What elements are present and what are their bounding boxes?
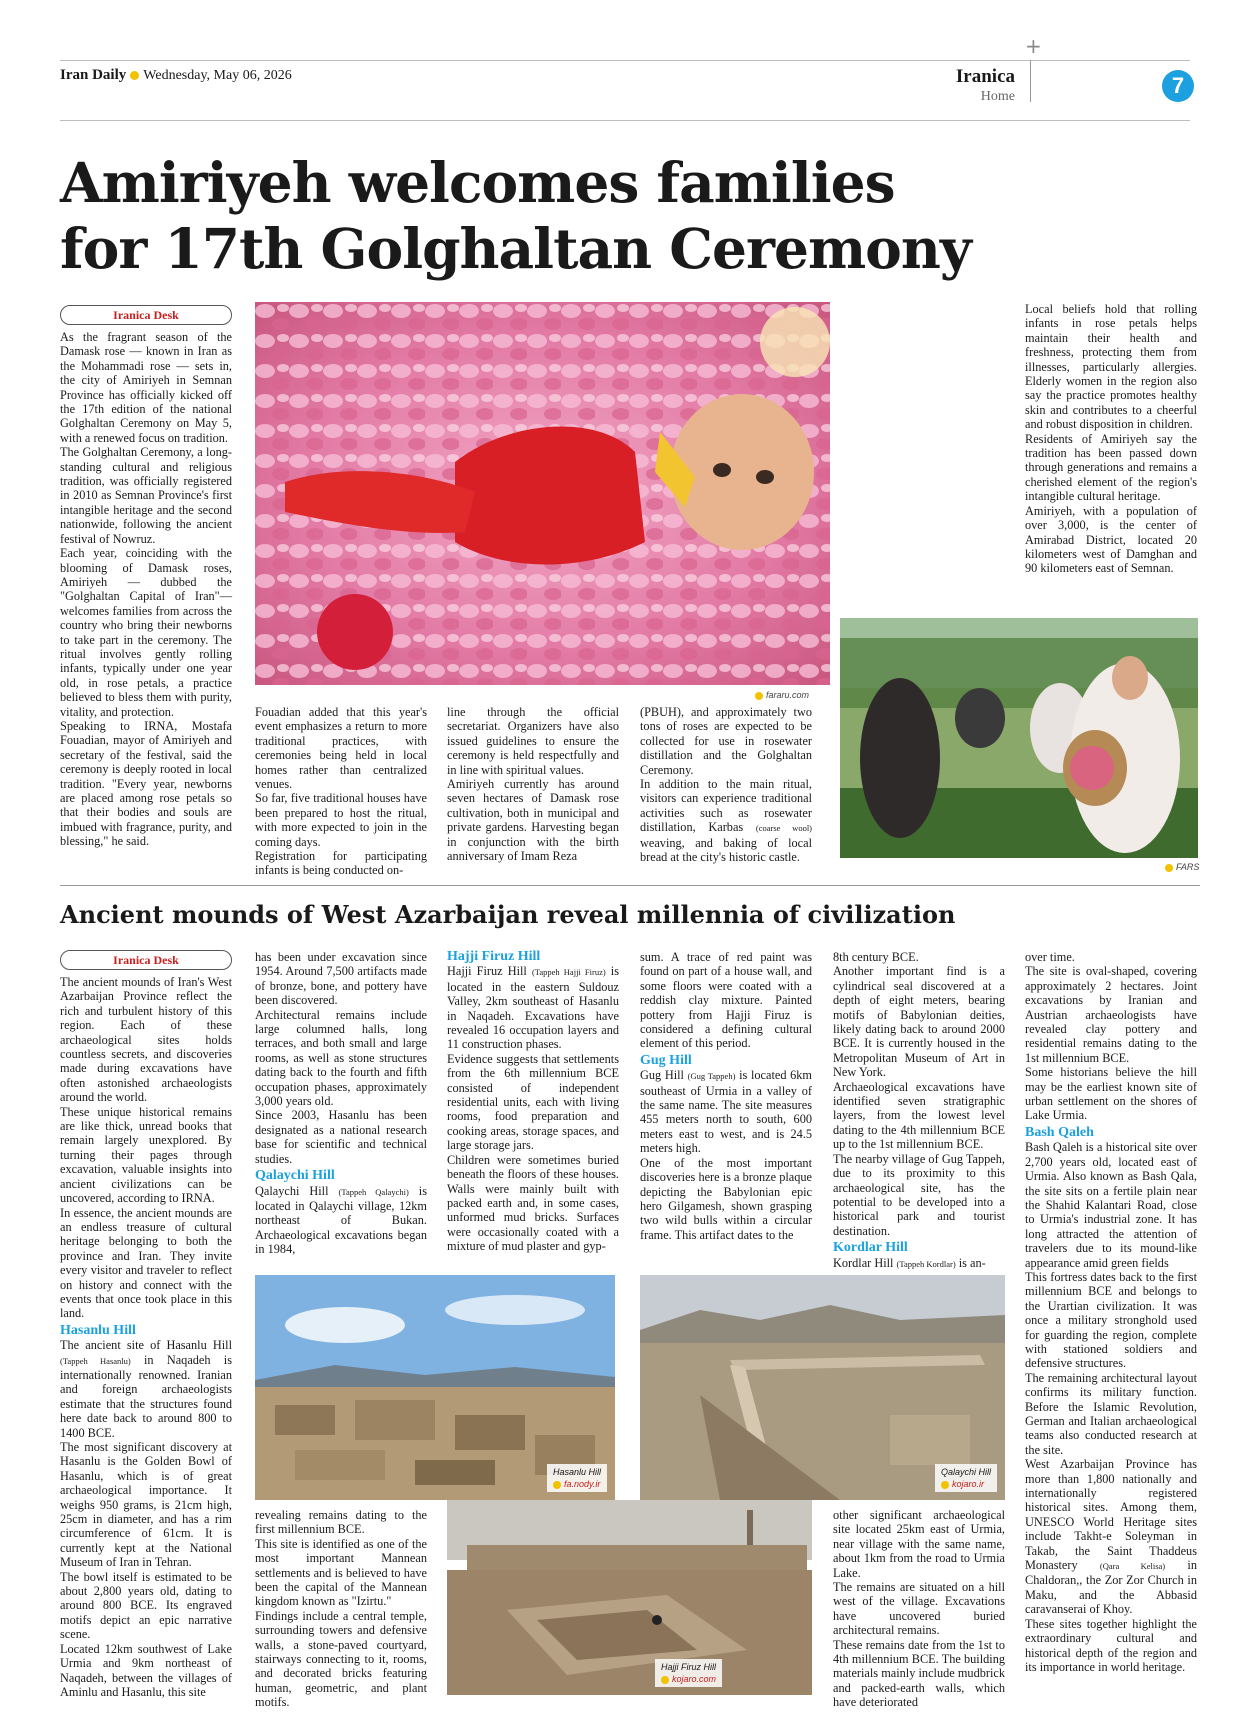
- caption-source: kojaro.ir: [951, 1479, 984, 1489]
- photo-caption-hasanlu: [547, 1464, 607, 1492]
- caption-source: fa.nody.ir: [563, 1479, 601, 1489]
- article1-column-3: [447, 705, 619, 863]
- credit-dot-icon: [553, 1481, 561, 1489]
- paragraph: Another important find is a cylindrical seal discovered at a depth of eight meters, bearing motifs of Babylonian deities, likely dating back to around 2000 BCE. It is currently housed in the Metropolitan Museum of Art in New York.: [833, 964, 1005, 1080]
- top-rule: [60, 60, 1190, 61]
- headline-line-2: for 17th Golghaltan Ceremony: [60, 216, 971, 281]
- paragraph: revealing remains dating to the first millennium BCE.: [255, 1508, 427, 1537]
- paragraph: Residents of Amiriyeh say the tradition has been passed down through generations and remains a cherished element of the region's intangible cultural heritage.: [1025, 431, 1197, 504]
- paragraph: Speaking to IRNA, Mostafa Fouadian, mayor of Amiriyeh and secretary of the festival, said the ceremony is deeply rooted in local tradition. "Every year, newborns are placed among rose petals so that their bodies and souls are imbued with fragrance, purity, and blessing," he said.: [60, 718, 232, 849]
- header-divider: [1030, 60, 1031, 102]
- credit-text: FARS: [1176, 862, 1200, 872]
- paragraph: Archaeological excavations have identified seven stratigraphic layers, from the lowest level dating to the 4th millennium BCE up to the 1st millennium BCE.: [833, 1079, 1005, 1152]
- bullet-dot-icon: [130, 71, 139, 80]
- article2-column-2: [255, 950, 427, 1257]
- paragraph: This site is identified as one of the most important Mannean settlements and is believed to have been the capital of the Mannean kingdom known as "Izirtu.": [255, 1536, 427, 1609]
- photo1-credit: [755, 690, 809, 700]
- section-label: [956, 66, 1015, 105]
- caption-place: Qalaychi Hill: [940, 1467, 991, 1477]
- article2-headline: Ancient mounds of West Azarbaijan reveal millennia of civilization: [60, 900, 956, 929]
- paragraph: These sites together highlight the extraordinary cultural and historical depth of the region and its importance in world heritage.: [1025, 1616, 1197, 1674]
- paragraph: [1025, 1457, 1197, 1616]
- paragraph: [255, 1184, 427, 1257]
- issue-date: Wednesday, May 06, 2026: [143, 68, 292, 83]
- article1-column-1: [60, 330, 232, 849]
- paragraph: [640, 777, 812, 864]
- caption-place: Hasanlu Hill: [552, 1467, 601, 1477]
- paragraph: The site is oval-shaped, covering approximately 2 hectares. Joint excavations by Iranian and Austrian archaeologists have revealed clay pottery and residential remains dating to the 1st millennium BCE.: [1025, 964, 1197, 1065]
- paragraph: As the fragrant season of the Damask rose — known in Iran as the Mohammadi rose — sets in, the city of Amiriyeh in Semnan Province has officially kicked off the 17th edition of the national Golghaltan Ceremony on May 5, with a renewed focus on tradition.: [60, 330, 232, 445]
- paragraph: One of the most important discoveries here is a bronze plaque depicting the Babylonian epic hero Gilgamesh, shown grasping two wild bulls within a circular frame. This artifact dates to the: [640, 1155, 812, 1242]
- photo-qalaychi-hill: [640, 1275, 1005, 1500]
- article2-desk-badge: Iranica Desk: [60, 950, 232, 970]
- photo2-credit: [1165, 862, 1199, 872]
- article2-column-5-bottom: [833, 1508, 1005, 1710]
- gloss: (Tappeh Kordlar): [896, 1258, 956, 1269]
- article2-column-6: [1025, 950, 1197, 1674]
- credit-text: fararu.com: [766, 690, 810, 700]
- paragraph: Amiriyeh currently has around seven hectares of Damask rose cultivation, both in municipal and private gardens. Harvesting began in conjunction with the birth anniversary of Imam Reza: [447, 777, 619, 864]
- paragraph: has been under excavation since 1954. Around 7,500 artifacts made of bronze, bone, and pottery have been discovered.: [255, 950, 427, 1008]
- photo-hasanlu-hill: [255, 1275, 615, 1500]
- headline-line-1: Amiriyeh welcomes families: [60, 150, 895, 215]
- paragraph: The Golghaltan Ceremony, a long-standing cultural and religious tradition, was officially registered in 2010 as Semnan Province's first intangible heritage and the second nationwide, following the ancient festival of Nowruz.: [60, 445, 232, 546]
- plus-icon: +: [1025, 34, 1042, 58]
- article2-column-3: [447, 950, 619, 1254]
- text: weaving, and baking of local bread at the city's historic castle.: [640, 835, 812, 865]
- photo-caption-qalaychi: [935, 1464, 997, 1492]
- subhead-qalaychi: Qalaychi Hill: [255, 1168, 335, 1184]
- header-bottom-rule: [60, 120, 1190, 121]
- gloss: (Tappeh Hasanlu): [60, 1355, 131, 1366]
- subhead-hajji-firuz: Hajji Firuz Hill: [447, 949, 541, 964]
- paragraph: Evidence suggests that settlements from the 6th millennium BCE consisted of independent residential units, each with living rooms, food preparation and cooking areas, storage spaces, and large storage jars.: [447, 1051, 619, 1153]
- paragraph: The nearby village of Gug Tappeh, due to its proximity to this archaeological site, has the potential to be developed into a historical park and tourist destination.: [833, 1151, 1005, 1238]
- paragraph: Children were sometimes buried beneath the floors of these houses. Walls were mainly built with packed earth and, in some cases, unformed mud bricks. Surfaces were occasionally coated with a mixture of mud plaster and gyp-: [447, 1152, 619, 1254]
- paragraph: The bowl itself is estimated to be about 2,800 years old, dating to around 800 BCE. Its engraved motifs depict an epic narrative scene.: [60, 1569, 232, 1642]
- paragraph: [833, 1256, 1005, 1271]
- gloss: (Gug Tappeh): [687, 1071, 736, 1082]
- paragraph: This fortress dates back to the first millennium BCE and belongs to the Urartian civilization. It was once a military stronghold used for guarding the region, complete with stationed soldiers and defensive structures.: [1025, 1269, 1197, 1371]
- brand-name: Iran Daily: [60, 67, 127, 83]
- paragraph: The most significant discovery at Hasanlu is the Golden Bowl of Hasanlu, which is of great archaeological importance. It weighs 950 grams, is 21cm high, 25cm in diameter, and has a rim circumference of 61cm. It is currently kept at the National Museum of Iran in Tehran.: [60, 1440, 232, 1570]
- subhead-bash-qaleh: Bash Qaleh: [1025, 1124, 1094, 1140]
- article-separator: [60, 885, 1200, 886]
- paragraph: Bash Qaleh is a historical site over 2,700 years old, located east of Urmia. Also known as Bash Qala, the site sits on a fertile plain near the Shahid Kalantari Road, close to Urmia's industrial zone. It has long attracted the attention of travelers due to its mound-like appearance amid green fields: [1025, 1140, 1197, 1270]
- subhead-hasanlu: Hasanlu Hill: [60, 1322, 136, 1338]
- paragraph: 8th century BCE.: [833, 950, 919, 964]
- paragraph: Fouadian added that this year's event emphasizes a return to more traditional practices, with ceremonies being held in local homes rather than centralized venues.: [255, 705, 427, 792]
- paragraph: In essence, the ancient mounds are an endless treasure of cultural heritage belonging to both the province and Iran. They invite every visitor and traveler to reflect on history and connect with the events that once took place in this land.: [60, 1205, 232, 1321]
- paragraph: The remains are situated on a hill west of the village. Excavations have uncovered buried architectural remains.: [833, 1580, 1005, 1638]
- credit-dot-icon: [1165, 864, 1173, 872]
- text: in Chaldoran,, the Zor Zor Church in Maku, and the Abbasid caravanserai of Khoy.: [1025, 1558, 1197, 1617]
- text: Kordlar Hill: [833, 1255, 894, 1270]
- caption-place: Hajji Firuz Hill: [660, 1662, 716, 1672]
- text: West Azarbaijan Province has more than 1,800 nationally and internationally registered historical sites. Among them, UNESCO World Heritage sites include Takht-e Soleyman in Takab, the Saint Thaddeus Monastery: [1025, 1457, 1197, 1573]
- paragraph: The ancient mounds of Iran's West Azarbaijan Province reflect the rich and turbulent history of this region. Each of these archaeological sites holds countless secrets, and discoveries made during excavations have often astonished archaeologists around the world.: [60, 975, 232, 1105]
- caption-source: kojaro.com: [671, 1674, 716, 1684]
- gloss: (coarse wool): [755, 823, 813, 834]
- subhead-gug: Gug Hill: [640, 1052, 692, 1068]
- credit-dot-icon: [661, 1676, 669, 1684]
- article1-column-4: [640, 705, 812, 864]
- paragraph: Registration for participating infants is being conducted on-: [255, 849, 427, 878]
- text: in Naqadeh is internationally renowned. Iranian and foreign archaeologists estimate that the structures found here date back to around 800 to 1400 BCE.: [60, 1352, 232, 1440]
- paragraph: These remains date from the 1st to 4th millennium BCE. The building materials mainly include mudbrick and packed-earth walls, which have deteriorated: [833, 1637, 1005, 1710]
- masthead: [60, 67, 292, 84]
- article1-headline: [60, 150, 1020, 282]
- credit-dot-icon: [941, 1481, 949, 1489]
- article1-column-2: [255, 705, 427, 878]
- paragraph: Architectural remains include large columned halls, long terraces, and both small and large rooms, as well as stone structures dating back to the fourth and fifth occupation phases, approximately 3,000 years old.: [255, 1007, 427, 1109]
- paragraph: other significant archaeological site located 25km east of Urmia, near village with the same name, about 1km from the road to Urmia Lake.: [833, 1508, 1005, 1580]
- photo-baby-in-rose-petals: [255, 302, 830, 685]
- photo-caption-hajji-firuz: [655, 1659, 722, 1687]
- paragraph: Since 2003, Hasanlu has been designated as a national research base for scientific and technical studies.: [255, 1108, 427, 1166]
- text: Qalaychi Hill: [255, 1183, 329, 1198]
- paragraph: Local beliefs hold that rolling infants in rose petals helps maintain their health and freshness, protecting them from illnesses, particularly allergies. Elderly women in the region also say the practice promotes healthy skin and contributes to a cheerful and robust disposition in children.: [1025, 302, 1197, 432]
- subsection-name[interactable]: Home: [980, 89, 1015, 104]
- paragraph: The remaining architectural layout confirms its military function. Before the Islamic Revolution, German and Italian archaeological teams also conducted research at the site.: [1025, 1370, 1197, 1457]
- text: is located 6km southeast of Urmia in a valley of the same name. The site measures 455 meters north to south, 600 meters east to west, and is 24.5 meters high.: [640, 1068, 812, 1156]
- paragraph: So far, five traditional houses have been prepared to host the ritual, with more expected to join in the coming days.: [255, 791, 427, 849]
- paragraph: [447, 964, 619, 1051]
- text: Hajji Firuz Hill: [447, 964, 527, 979]
- photo-women-ceremony: [840, 618, 1198, 858]
- paragraph: line through the official secretariat. Organizers have also issued guidelines to ensure the ceremony is held respectfully and in line with spiritual values.: [447, 705, 619, 777]
- gloss: (Tappeh Qalaychi): [338, 1186, 409, 1197]
- text: The ancient site of Hasanlu Hill: [60, 1338, 232, 1353]
- text: is located in Qalaychi village, 12km northeast of Bukan. Archaeological excavations began in 1984,: [255, 1183, 427, 1257]
- paragraph: sum. A trace of red paint was found on part of a house wall, and some floors were coated with a reddish clay mixture. Painted pottery from Hajji Firuz is considered a defining cultural element of this period.: [640, 950, 812, 1051]
- paragraph: These unique historical remains are like thick, unread books that remain largely unexplored. By turning their pages through excavation, valuable insights into ancient civilizations can be uncovered, according to IRNA.: [60, 1104, 232, 1206]
- article2-column-2-bottom: [255, 1508, 427, 1710]
- paragraph: (PBUH), and approximately two tons of roses are expected to be collected for use in rosewater distillation and the Golghaltan Ceremony.: [640, 705, 812, 777]
- article1-desk-badge: Iranica Desk: [60, 305, 232, 325]
- gloss: (Tappeh Hajji Firuz): [531, 967, 606, 978]
- photo-hajji-firuz-hill: [447, 1500, 812, 1695]
- text: is located in the eastern Suldouz Valley, 2km southeast of Hasanlu in Naqadeh. Excavations have revealed 16 occupation layers and 11 construction phases.: [447, 964, 619, 1052]
- text: In addition to the main ritual, visitors can experience traditional activities such as rosewater distillation, Karbas: [640, 777, 812, 835]
- paragraph: [640, 1068, 812, 1155]
- gloss: (Qara Kelisa): [1099, 1561, 1166, 1572]
- article2-column-1: [60, 975, 232, 1699]
- paragraph: Amiriyeh, with a population of over 3,000, is the center of Amirabad District, located 20 kilometers west of Damghan and 90 kilometers east of Semnan.: [1025, 503, 1197, 576]
- article1-column-5: [1025, 302, 1197, 576]
- subhead-kordlar: Kordlar Hill: [833, 1240, 908, 1256]
- article2-column-5: [833, 950, 1005, 1271]
- paragraph: Located 12km southwest of Lake Urmia and 9km northeast of Naqadeh, between the villages of Aminlu and Hasanlu, this site: [60, 1641, 232, 1699]
- section-name[interactable]: Iranica: [955, 66, 1015, 87]
- text: Gug Hill: [640, 1068, 684, 1083]
- paragraph: over time.: [1025, 950, 1075, 964]
- paragraph: Each year, coinciding with the blooming of Damask roses, Amiriyeh — dubbed the "Golghaltan Capital of Iran"— welcomes families from across the country who bring their newborns to take part in the ceremony. The ritual involves gently rolling infants, typically under one year old, in rose petals, a practice believed to bless them with purity, vitality, and protection.: [60, 546, 232, 719]
- credit-dot-icon: [755, 692, 763, 700]
- article2-column-4: [640, 950, 812, 1242]
- paragraph: Findings include a central temple, surrounding towers and defensive walls, a stone-paved courtyard, stairways connecting to it, rooms, and decorated bricks featuring human, geometric, and plant motifs.: [255, 1608, 427, 1710]
- page-number-badge: 7: [1162, 70, 1194, 102]
- paragraph: [60, 1338, 232, 1440]
- paragraph: Some historians believe the hill may be the earliest known site of urban settlement on the shores of Lake Urmia.: [1025, 1065, 1197, 1123]
- text: is an-: [958, 1255, 986, 1270]
